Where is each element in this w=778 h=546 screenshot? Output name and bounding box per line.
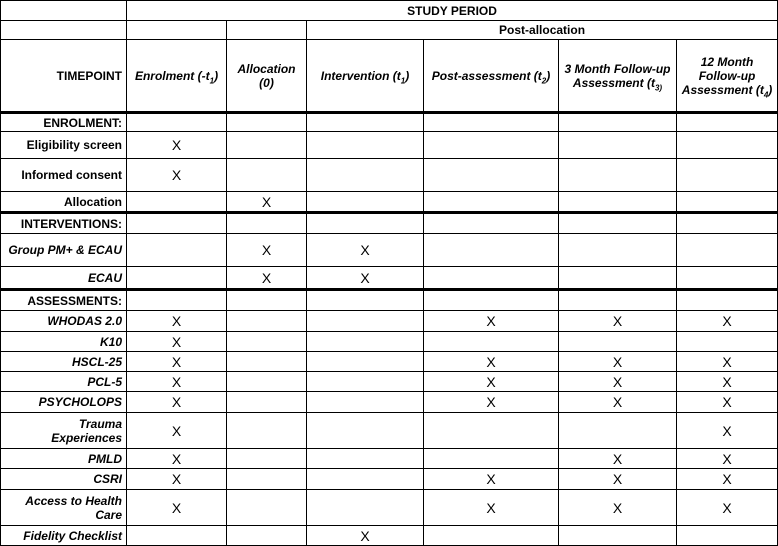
- schedule-cell: [424, 132, 559, 159]
- schedule-cell: [424, 449, 559, 469]
- timepoint-header-close: ): [405, 68, 410, 83]
- schedule-cell: [677, 113, 778, 132]
- row-label: PSYCHOLOPS: [1, 392, 127, 413]
- schedule-cell: [307, 213, 424, 234]
- row-label: Allocation: [1, 192, 127, 213]
- timepoint-header-subscript: 1: [400, 75, 406, 85]
- schedule-cell: [227, 413, 307, 449]
- schedule-cell: X: [227, 267, 307, 290]
- schedule-cell: X: [559, 372, 677, 392]
- schedule-cell: [677, 234, 778, 267]
- schedule-cell: [424, 213, 559, 234]
- schedule-cell: [227, 469, 307, 490]
- schedule-cell: [559, 267, 677, 290]
- schedule-cell: [677, 192, 778, 213]
- timepoint-header-text: 12 Month Follow-up Assessment (t: [681, 54, 764, 97]
- schedule-cell: [307, 311, 424, 332]
- timepoint-header-close: ): [214, 68, 219, 83]
- schedule-cell: X: [424, 392, 559, 413]
- schedule-cell: [307, 159, 424, 192]
- schedule-cell: [424, 159, 559, 192]
- study-period-header: STUDY PERIOD: [127, 1, 778, 21]
- schedule-cell: [424, 332, 559, 352]
- schedule-cell: X: [559, 311, 677, 332]
- timepoint-header-0: [127, 40, 227, 113]
- schedule-cell: X: [677, 352, 778, 372]
- row-label: PCL-5: [1, 372, 127, 392]
- schedule-cell: [227, 372, 307, 392]
- timepoint-header-2: [307, 40, 424, 113]
- schedule-cell: [677, 132, 778, 159]
- schedule-cell: [227, 311, 307, 332]
- schedule-cell: [307, 352, 424, 372]
- schedule-cell: X: [677, 469, 778, 490]
- timepoint-header-5: [677, 40, 778, 113]
- schedule-row: [1, 311, 778, 332]
- row-label: Trauma Experiences: [1, 413, 127, 449]
- schedule-row: [1, 267, 778, 290]
- schedule-cell: [424, 267, 559, 290]
- schedule-row: [1, 332, 778, 352]
- schedule-cell: [227, 113, 307, 132]
- row-label: Access to Health Care: [1, 490, 127, 526]
- schedule-cell: [227, 290, 307, 311]
- schedule-cell: [127, 267, 227, 290]
- schedule-cell: [227, 392, 307, 413]
- timepoint-header-4: [559, 40, 677, 113]
- row-label: K10: [1, 332, 127, 352]
- schedule-cell: X: [127, 449, 227, 469]
- schedule-row: [1, 234, 778, 267]
- schedule-cell: [307, 113, 424, 132]
- post-allocation-header: Post-allocation: [307, 21, 778, 40]
- header-row-study-period: [1, 1, 778, 21]
- timepoint-header-subscript: 3): [654, 82, 663, 92]
- schedule-row: [1, 352, 778, 372]
- schedule-cell: [559, 290, 677, 311]
- schedule-cell: [677, 267, 778, 290]
- timepoint-header-subscript: 2: [541, 75, 547, 85]
- schedule-cell: X: [677, 490, 778, 526]
- schedule-cell: X: [677, 372, 778, 392]
- section-label: ASSESSMENTS:: [1, 290, 127, 311]
- schedule-cell: X: [307, 267, 424, 290]
- schedule-cell: [677, 290, 778, 311]
- schedule-cell: [307, 290, 424, 311]
- schedule-cell: [127, 213, 227, 234]
- timepoint-header-text: Allocation (0): [237, 61, 296, 90]
- schedule-cell: X: [677, 413, 778, 449]
- schedule-cell: [424, 192, 559, 213]
- timepoint-header-subscript: 1: [209, 75, 215, 85]
- schedule-cell: [559, 113, 677, 132]
- schedule-cell: X: [559, 392, 677, 413]
- schedule-cell: [127, 234, 227, 267]
- allocation-spacer-cell: [227, 21, 307, 40]
- schedule-cell: [127, 113, 227, 132]
- schedule-row: [1, 132, 778, 159]
- schedule-cell: X: [559, 449, 677, 469]
- schedule-cell: X: [307, 234, 424, 267]
- schedule-cell: X: [424, 469, 559, 490]
- schedule-cell: [307, 192, 424, 213]
- schedule-cell: X: [127, 159, 227, 192]
- schedule-cell: [559, 213, 677, 234]
- schedule-cell: [424, 113, 559, 132]
- schedule-row: [1, 392, 778, 413]
- section-row: [1, 290, 778, 311]
- schedule-cell: X: [127, 392, 227, 413]
- schedule-cell: [559, 192, 677, 213]
- schedule-row: [1, 469, 778, 490]
- corner-cell: [1, 21, 127, 40]
- row-label: CSRI: [1, 469, 127, 490]
- schedule-cell: X: [127, 413, 227, 449]
- schedule-cell: [559, 332, 677, 352]
- schedule-cell: [227, 449, 307, 469]
- row-label: HSCL-25: [1, 352, 127, 372]
- schedule-cell: [127, 290, 227, 311]
- timepoint-header-close: ): [546, 68, 551, 83]
- schedule-row: [1, 449, 778, 469]
- corner-cell: [1, 1, 127, 21]
- schedule-cell: [227, 132, 307, 159]
- schedule-cell: [307, 332, 424, 352]
- schedule-cell: X: [227, 234, 307, 267]
- schedule-cell: [677, 332, 778, 352]
- schedule-cell: [307, 469, 424, 490]
- schedule-cell: [307, 449, 424, 469]
- schedule-cell: X: [677, 392, 778, 413]
- enrolment-spacer-cell: [127, 21, 227, 40]
- timepoint-header-text: 3 Month Follow-up Assessment (t: [564, 61, 671, 90]
- schedule-cell: [559, 234, 677, 267]
- schedule-row: [1, 372, 778, 392]
- schedule-cell: [307, 490, 424, 526]
- schedule-cell: [227, 490, 307, 526]
- row-label: Eligibility screen: [1, 132, 127, 159]
- section-row: [1, 213, 778, 234]
- schedule-row: [1, 490, 778, 526]
- schedule-cell: X: [127, 490, 227, 526]
- schedule-cell: [307, 372, 424, 392]
- schedule-cell: [227, 352, 307, 372]
- schedule-cell: X: [127, 372, 227, 392]
- schedule-cell: X: [227, 192, 307, 213]
- timepoint-header-text: Enrolment (-t: [134, 68, 210, 83]
- row-label: PMLD: [1, 449, 127, 469]
- section-label: INTERVENTIONS:: [1, 213, 127, 234]
- schedule-cell: X: [127, 332, 227, 352]
- schedule-cell: X: [559, 490, 677, 526]
- timepoint-header-close: ): [768, 82, 773, 97]
- timepoint-header-3: [424, 40, 559, 113]
- schedule-cell: [559, 159, 677, 192]
- schedule-cell: [424, 290, 559, 311]
- schedule-cell: [227, 332, 307, 352]
- row-label: WHODAS 2.0: [1, 311, 127, 332]
- schedule-cell: [227, 159, 307, 192]
- timepoint-header-1: [227, 40, 307, 113]
- schedule-cell: X: [127, 469, 227, 490]
- schedule-cell: [559, 413, 677, 449]
- timepoint-header-text: Intervention (t: [320, 68, 401, 83]
- schedule-cell: [227, 213, 307, 234]
- schedule-cell: [307, 413, 424, 449]
- schedule-cell: X: [424, 372, 559, 392]
- row-label: Group PM+ & ECAU: [1, 234, 127, 267]
- schedule-cell: [677, 159, 778, 192]
- schedule-cell: [127, 192, 227, 213]
- header-row-timepoint: [1, 40, 778, 113]
- row-label: Fidelity Checklist: [1, 526, 127, 546]
- schedule-cell: [677, 213, 778, 234]
- schedule-row: [1, 159, 778, 192]
- schedule-cell: X: [677, 311, 778, 332]
- header-row-post-allocation: [1, 21, 778, 40]
- schedule-cell: X: [677, 449, 778, 469]
- schedule-cell: X: [424, 311, 559, 332]
- timepoint-header-text: Post-assessment (t: [431, 68, 542, 83]
- schedule-cell: X: [559, 352, 677, 372]
- schedule-cell: [424, 413, 559, 449]
- schedule-cell: [559, 132, 677, 159]
- schedule-cell: X: [559, 469, 677, 490]
- timepoint-label: TIMEPOINT: [1, 40, 127, 113]
- schedule-cell: [424, 234, 559, 267]
- row-label: Informed consent: [1, 159, 127, 192]
- section-row: [1, 113, 778, 132]
- schedule-row: [1, 192, 778, 213]
- schedule-cell: X: [127, 352, 227, 372]
- schedule-row: [1, 413, 778, 449]
- schedule-cell: X: [307, 526, 424, 546]
- schedule-cell: X: [127, 311, 227, 332]
- schedule-cell: [307, 392, 424, 413]
- schedule-cell: X: [127, 132, 227, 159]
- timepoint-header-subscript: 4: [763, 89, 769, 99]
- schedule-cell: [307, 132, 424, 159]
- section-label: ENROLMENT:: [1, 113, 127, 132]
- row-label: ECAU: [1, 267, 127, 290]
- schedule-cell: X: [424, 352, 559, 372]
- schedule-cell: X: [424, 490, 559, 526]
